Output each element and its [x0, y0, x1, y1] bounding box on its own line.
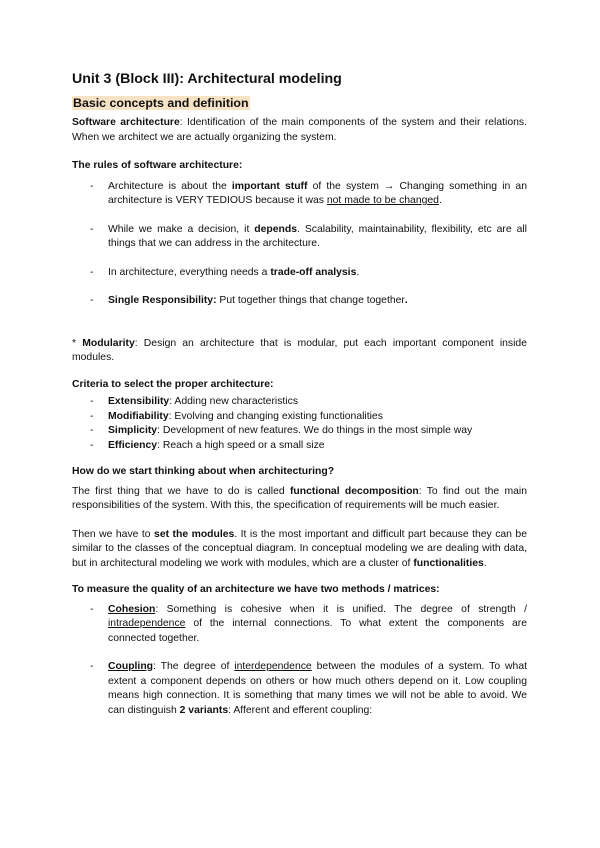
rule2-text-c: . Scalability, maintainability, flexibility, etc are all things that we can address in the architecture. [108, 223, 527, 249]
coupling-text-b: between the modules of a system. To what extent a component depends on others or how much others depend on it. Low coupling means high connection. It is something that many times we will not be able to avoid. We can distinguish [108, 661, 527, 716]
rule3-bold: trade-off analysis [270, 266, 357, 278]
rule1-underline: not made to be changed [326, 195, 439, 206]
page-title: Unit 3 (Block III): Architectural modeling [72, 71, 342, 87]
howto-p2-e: . [483, 557, 487, 569]
howto-p1-a: The first thing that we have to do is called [72, 485, 290, 497]
rule3-text-c: . [356, 266, 360, 278]
intro-paragraph [72, 116, 527, 145]
list-item [72, 660, 527, 718]
rule4-bold: Single Responsibility: [108, 295, 217, 306]
cohesion-text-a: : Something is cohesive when it is unified. The degree of strength / [155, 603, 527, 615]
dash-bullet: - [90, 396, 94, 407]
dash-bullet: - [90, 180, 94, 192]
list-item [72, 294, 527, 309]
coupling-text-d: : Afferent and efferent coupling: [228, 704, 373, 716]
list-item [72, 223, 527, 252]
coupling-term: Coupling [108, 661, 154, 672]
howto-heading: How do we start thinking about when architecturing? [72, 466, 335, 477]
dash-bullet: - [90, 266, 94, 278]
cohesion-underline: intradependence [108, 618, 186, 629]
modularity-term: Modularity [82, 337, 135, 349]
dash-bullet: - [90, 410, 94, 422]
cohesion-text-b: of the internal connections. To what extent the components are connected together. [108, 618, 527, 644]
howto-p1-bold: functional decomposition [289, 485, 419, 497]
dash-bullet: - [90, 425, 94, 436]
cohesion-term: Cohesion [108, 603, 156, 615]
rule1-text-a: Architecture is about the [108, 180, 232, 192]
modularity-paragraph [72, 337, 527, 366]
list-item [72, 410, 527, 425]
criteria-term: Simplicity [108, 425, 158, 436]
intro-term: Software architecture [72, 117, 180, 128]
rule1-text-d: . [438, 195, 442, 206]
rules-heading: The rules of software architecture: [72, 160, 243, 171]
coupling-text-a: : The degree of [153, 661, 235, 672]
list-item [72, 603, 527, 647]
rule2-text-a: While we make a decision, it [108, 223, 255, 235]
section-subtitle [72, 95, 527, 111]
howto-p1-c: : To find out the main responsibilities of the system. With this, the specification of requirements will be much easier. [72, 485, 527, 511]
howto-p2-c: . It is the most important and difficult part because they can be similar to the classes of the conceptual diagram. In conceptual modeling we are dealing with data, but in architectural modeling we work with modules, which are a cluster of [72, 528, 527, 569]
criteria-heading: Criteria to select the proper architecture: [72, 378, 274, 390]
dash-bullet: - [90, 223, 94, 235]
rule4-text-c: Put together things that change together [216, 295, 405, 306]
list-item [72, 395, 527, 410]
criteria-term: Modifiability [108, 410, 169, 422]
intro-text: : Identification of the main components of the system and their relations. When we architect we are actually organizing the system. [72, 117, 527, 143]
modularity-prefix: * [72, 337, 83, 349]
list-item [72, 266, 527, 281]
dash-bullet: - [90, 603, 94, 615]
quality-heading: To measure the quality of an architecture we have two methods / matrices: [72, 584, 440, 595]
howto-paragraph-1 [72, 485, 527, 514]
quality-list [72, 603, 527, 719]
criteria-term: Extensibility [108, 396, 170, 407]
coupling-underline: interdependence [234, 661, 312, 672]
criteria-text: : Development of new features. We do things in the most simple way [157, 425, 473, 436]
dash-bullet: - [90, 661, 94, 672]
howto-p2-a: Then we have to [72, 528, 155, 540]
rule2-bold: depends [254, 223, 297, 235]
coupling-bold: 2 variants [179, 704, 229, 716]
dash-bullet: - [90, 439, 94, 451]
list-item [72, 439, 527, 454]
criteria-term: Efficiency [108, 439, 158, 451]
subtitle-highlight: Basic concepts and definition [73, 96, 249, 110]
howto-p2-bold-2: functionalities [413, 557, 484, 569]
howto-paragraph-2 [72, 528, 527, 572]
rule4-text-d: . [404, 295, 408, 306]
criteria-text: : Evolving and changing existing functionalities [168, 410, 383, 422]
criteria-text: : Adding new characteristics [169, 396, 299, 407]
rules-list [72, 180, 527, 309]
criteria-list [72, 395, 527, 453]
criteria-text: : Reach a high speed or a small size [157, 439, 325, 451]
rule3-text-a: In architecture, everything needs a [108, 266, 271, 278]
rule1-bold: important stuff [231, 180, 308, 192]
howto-p2-bold: set the modules [154, 528, 235, 540]
rule1-text-c: of the system → Changing something in an architecture is VERY TEDIOUS because it was [108, 180, 527, 206]
modularity-text: : Design an architecture that is modular, put each important component inside modules. [72, 337, 527, 363]
document-content [72, 70, 527, 718]
list-item [72, 424, 527, 439]
list-item [72, 180, 527, 209]
dash-bullet: - [90, 295, 94, 306]
